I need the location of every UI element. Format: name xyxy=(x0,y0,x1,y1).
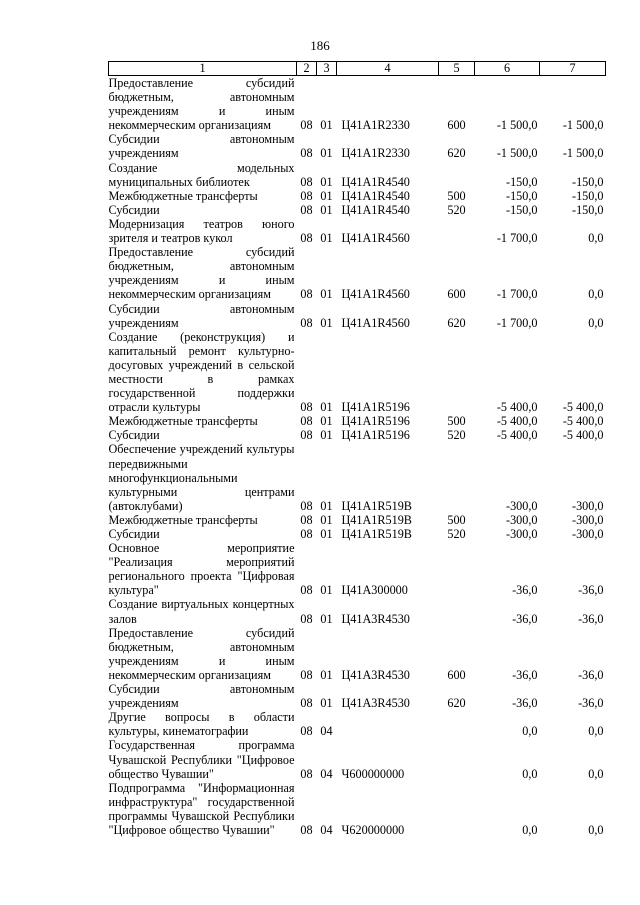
row-section: 08 xyxy=(300,428,313,443)
table-row xyxy=(109,541,606,597)
row-amount-2021: -36,0 xyxy=(512,667,538,682)
row-expense-type: 600 xyxy=(447,287,466,302)
row-amount-2021: -5 400,0 xyxy=(496,400,538,415)
table-row xyxy=(109,161,606,189)
row-name: Межбюджетные трансферты xyxy=(108,188,258,203)
row-target-code: Ц41A1R5196 xyxy=(341,414,410,429)
budget-table xyxy=(108,61,606,837)
row-expense-type xyxy=(439,442,475,512)
row-name: Основное мероприятие "Реализация мероприятий регионального проекта "Цифровая культура" xyxy=(108,541,295,598)
table-row xyxy=(109,217,606,245)
row-amount-2021: -1 700,0 xyxy=(496,287,538,302)
row-section: 08 xyxy=(300,118,313,133)
row-name: Предоставление субсидий бюджетным, автономным учреждениям и иным некоммерческим организациям xyxy=(108,245,295,302)
row-subsection: 01 xyxy=(320,611,333,626)
row-target-code: Ч620000000 xyxy=(341,822,405,837)
table-row xyxy=(109,597,606,625)
row-subsection: 01 xyxy=(320,231,333,246)
row-subsection: 04 xyxy=(320,766,333,781)
row-expense-type: 620 xyxy=(447,146,466,161)
row-amount-2022: 0,0 xyxy=(588,724,604,739)
row-expense-type: 500 xyxy=(447,414,466,429)
row-target-code: Ч600000000 xyxy=(341,766,405,781)
table-row xyxy=(109,302,606,330)
row-name: Субсидии xyxy=(108,428,160,443)
row-name: Создание модельных муниципальных библиотек xyxy=(108,160,295,189)
row-name: Создание (реконструкция) и капитальный ремонт культурно-досуговых учреждений в сельской местности в рамках государственной поддержки отрасли культуры xyxy=(108,329,295,415)
row-target-code: Ц41A1R4540 xyxy=(341,188,410,203)
row-amount-2022: 0,0 xyxy=(588,287,604,302)
row-section: 08 xyxy=(300,315,313,330)
row-subsection: 04 xyxy=(320,822,333,837)
column-header: 2 xyxy=(297,62,317,76)
row-section: 08 xyxy=(300,583,313,598)
row-amount-2021: -1 500,0 xyxy=(496,118,538,133)
row-subsection: 04 xyxy=(320,724,333,739)
row-expense-type: 520 xyxy=(447,202,466,217)
row-expense-type xyxy=(439,597,475,625)
row-amount-2021: -5 400,0 xyxy=(496,414,538,429)
row-amount-2022: 0,0 xyxy=(588,231,604,246)
row-section: 08 xyxy=(300,512,313,527)
row-name: Субсидии автономным учреждениям xyxy=(108,132,295,161)
row-amount-2021: -150,0 xyxy=(506,174,538,189)
row-subsection: 01 xyxy=(320,287,333,302)
column-header: 5 xyxy=(439,62,475,76)
row-amount-2021: -36,0 xyxy=(512,696,538,711)
table-row xyxy=(109,626,606,682)
row-name: Субсидии xyxy=(108,527,160,541)
row-name: Предоставление субсидий бюджетным, автономным учреждениям и иным некоммерческим организациям xyxy=(108,76,295,133)
row-section: 08 xyxy=(300,498,313,513)
row-expense-type xyxy=(439,710,475,738)
row-name: Субсидии автономным учреждениям xyxy=(108,682,295,711)
row-amount-2021: -1 700,0 xyxy=(496,315,538,330)
row-target-code: Ц41A1R519B xyxy=(341,512,412,527)
row-section: 08 xyxy=(300,667,313,682)
row-expense-type xyxy=(439,217,475,245)
row-amount-2022: -36,0 xyxy=(578,611,604,626)
row-target-code: Ц41A1R4540 xyxy=(341,174,410,189)
row-section: 08 xyxy=(300,146,313,161)
row-name: Государственная программа Чувашской Республики "Цифровое общество Чувашии" xyxy=(108,738,295,781)
row-section: 08 xyxy=(300,611,313,626)
table-row xyxy=(109,781,606,837)
row-amount-2021: 0,0 xyxy=(522,766,538,781)
row-subsection: 01 xyxy=(320,118,333,133)
table-row xyxy=(109,132,606,160)
table-row xyxy=(109,442,606,512)
row-section: 08 xyxy=(300,400,313,415)
row-subsection: 01 xyxy=(320,146,333,161)
row-amount-2022: -36,0 xyxy=(578,667,604,682)
row-amount-2021: -150,0 xyxy=(506,188,538,203)
row-amount-2022: -36,0 xyxy=(578,696,604,711)
row-expense-type: 600 xyxy=(447,667,466,682)
row-amount-2021: -5 400,0 xyxy=(496,428,538,443)
row-amount-2021: -36,0 xyxy=(512,611,538,626)
column-header: 6 xyxy=(475,62,540,76)
row-amount-2021: -36,0 xyxy=(512,583,538,598)
row-subsection: 01 xyxy=(320,512,333,527)
row-name: Обеспечение учреждений культуры передвижными многофункциональными культурными центрами (автоклубами) xyxy=(108,442,295,513)
row-amount-2021: -300,0 xyxy=(506,498,538,513)
row-target-code: Ц41A1R519B xyxy=(341,527,412,541)
row-target-code: Ц41A3R4530 xyxy=(341,667,410,682)
table-row xyxy=(109,527,606,541)
table-header-row xyxy=(109,62,606,76)
row-target-code: Ц41A1R5196 xyxy=(341,400,410,415)
row-expense-type: 620 xyxy=(447,696,466,711)
row-subsection: 01 xyxy=(320,400,333,415)
table-row xyxy=(109,682,606,710)
row-section: 08 xyxy=(300,231,313,246)
row-name: Межбюджетные трансферты xyxy=(108,414,258,429)
table-row xyxy=(109,710,606,738)
row-amount-2022: -300,0 xyxy=(572,498,604,513)
row-section: 08 xyxy=(300,822,313,837)
row-section: 08 xyxy=(300,696,313,711)
row-amount-2021: 0,0 xyxy=(522,822,538,837)
row-section: 08 xyxy=(300,766,313,781)
table-row xyxy=(109,513,606,527)
row-amount-2022: -150,0 xyxy=(572,188,604,203)
row-name: Подпрограмма "Информационная инфраструктура" государственной программы Чувашской Республики "Цифровое общество Чувашии" xyxy=(108,780,295,837)
row-subsection: 01 xyxy=(320,527,333,541)
row-subsection: 01 xyxy=(320,583,333,598)
row-subsection: 01 xyxy=(320,667,333,682)
row-section: 08 xyxy=(300,174,313,189)
row-name: Межбюджетные трансферты xyxy=(108,512,258,527)
row-amount-2022: -5 400,0 xyxy=(562,400,604,415)
row-expense-type: 520 xyxy=(447,428,466,443)
row-target-code: Ц41A300000 xyxy=(341,583,408,598)
row-amount-2022: -36,0 xyxy=(578,583,604,598)
row-amount-2022: 0,0 xyxy=(588,766,604,781)
row-section: 08 xyxy=(300,414,313,429)
table-row xyxy=(109,189,606,203)
row-target-code: Ц41A1R519B xyxy=(341,498,412,513)
row-expense-type: 500 xyxy=(447,512,466,527)
row-amount-2021: 0,0 xyxy=(522,724,538,739)
row-subsection: 01 xyxy=(320,202,333,217)
row-target-code: Ц41A3R4530 xyxy=(341,611,410,626)
row-amount-2022: -300,0 xyxy=(572,512,604,527)
row-name: Предоставление субсидий бюджетным, автономным учреждениям и иным некоммерческим организациям xyxy=(108,625,295,682)
row-target-code: Ц41A1R4560 xyxy=(341,315,410,330)
row-section: 08 xyxy=(300,527,313,541)
row-target-code: Ц41A1R4540 xyxy=(341,202,410,217)
row-section: 08 xyxy=(300,188,313,203)
row-amount-2021: -300,0 xyxy=(506,527,538,541)
row-expense-type: 500 xyxy=(447,188,466,203)
row-expense-type xyxy=(439,738,475,780)
row-expense-type xyxy=(439,781,475,837)
table-row xyxy=(109,245,606,301)
row-name: Субсидии xyxy=(108,202,160,217)
row-expense-type: 620 xyxy=(447,315,466,330)
row-name: Модернизация театров юного зрителя и театров кукол xyxy=(108,216,295,246)
row-name: Другие вопросы в области культуры, кинематографии xyxy=(108,710,295,739)
column-header: 3 xyxy=(317,62,337,76)
row-target-code: Ц41A1R4560 xyxy=(341,231,410,246)
row-section: 08 xyxy=(300,724,313,739)
table-row xyxy=(109,76,606,133)
row-subsection: 01 xyxy=(320,188,333,203)
row-target-code: Ц41A1R4560 xyxy=(341,287,410,302)
row-amount-2021: -300,0 xyxy=(506,512,538,527)
row-name: Субсидии автономным учреждениям xyxy=(108,301,295,330)
table-row xyxy=(109,203,606,217)
row-amount-2022: -300,0 xyxy=(572,527,604,541)
row-amount-2022: -1 500,0 xyxy=(562,146,604,161)
table-row xyxy=(109,414,606,428)
row-amount-2022: -1 500,0 xyxy=(562,118,604,133)
row-amount-2022: -150,0 xyxy=(572,202,604,217)
row-subsection: 01 xyxy=(320,174,333,189)
table-row xyxy=(109,330,606,415)
column-header: 1 xyxy=(109,62,297,76)
row-subsection: 01 xyxy=(320,428,333,443)
page-number: 186 xyxy=(310,38,330,53)
row-amount-2022: -5 400,0 xyxy=(562,428,604,443)
row-subsection: 01 xyxy=(320,696,333,711)
row-target-code: Ц41A3R4530 xyxy=(341,696,410,711)
row-target-code: Ц41A1R2330 xyxy=(341,146,410,161)
row-subsection: 01 xyxy=(320,315,333,330)
table-body xyxy=(109,76,606,838)
row-section: 08 xyxy=(300,202,313,217)
table-row xyxy=(109,738,606,780)
row-amount-2021: -1 500,0 xyxy=(496,146,538,161)
row-name: Создание виртуальных концертных залов xyxy=(108,597,295,626)
column-header: 7 xyxy=(540,62,606,76)
column-header: 4 xyxy=(337,62,439,76)
row-amount-2022: 0,0 xyxy=(588,822,604,837)
row-expense-type: 520 xyxy=(447,527,466,541)
row-target-code: Ц41A1R2330 xyxy=(341,118,410,133)
row-subsection: 01 xyxy=(320,498,333,513)
row-amount-2022: -150,0 xyxy=(572,174,604,189)
row-target-code xyxy=(337,710,439,738)
row-amount-2022: 0,0 xyxy=(588,315,604,330)
row-amount-2021: -150,0 xyxy=(506,202,538,217)
row-expense-type xyxy=(439,161,475,189)
row-expense-type xyxy=(439,541,475,597)
row-expense-type: 600 xyxy=(447,118,466,133)
table-row xyxy=(109,428,606,442)
row-section: 08 xyxy=(300,287,313,302)
row-amount-2022: -5 400,0 xyxy=(562,414,604,429)
row-expense-type xyxy=(439,330,475,415)
row-subsection: 01 xyxy=(320,414,333,429)
row-target-code: Ц41A1R5196 xyxy=(341,428,410,443)
row-amount-2021: -1 700,0 xyxy=(496,231,538,246)
